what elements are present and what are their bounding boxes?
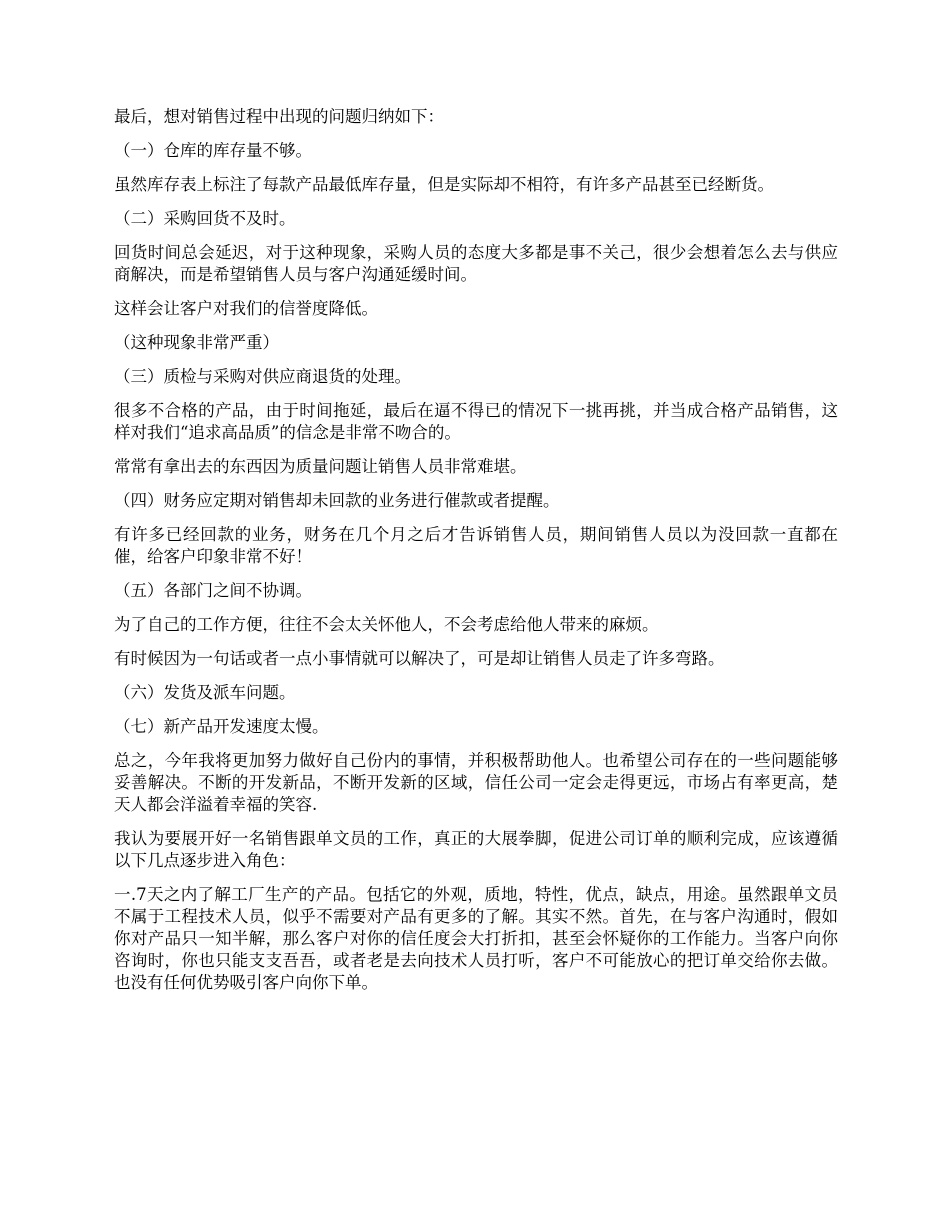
body-paragraph: 为了自己的工作方便，往往不会太关怀他人，不会考虑给他人带来的麻烦。 bbox=[114, 615, 659, 634]
heading-5: （五）各部门之间不协调。 bbox=[114, 581, 312, 600]
note-paragraph: （这种现象非常严重） bbox=[114, 333, 279, 352]
intro-paragraph: 最后，想对销售过程中出现的问题归纳如下： bbox=[114, 107, 444, 126]
body-paragraph: 回货时间总会延迟，对于这种现象，采购人员的态度大多都是事不关己，很少会想着怎么去与供应商解决，而是希望销售人员与客户沟通延缓时间。 bbox=[114, 243, 838, 284]
heading-2: （二）采购回货不及时。 bbox=[114, 209, 296, 228]
heading-7: （七）新产品开发速度太慢。 bbox=[114, 717, 329, 736]
body-paragraph: 有时候因为一句话或者一点小事情就可以解决了，可是却让销售人员走了许多弯路。 bbox=[114, 649, 725, 668]
body-paragraph: 虽然库存表上标注了每款产品最低库存量，但是实际却不相符，有许多产品甚至已经断货。 bbox=[114, 175, 774, 194]
body-paragraph: 这样会让客户对我们的信誉度降低。 bbox=[114, 299, 378, 318]
summary-paragraph: 总之，今年我将更加努力做好自己份内的事情，并积极帮助他人。也希望公司存在的一些问题能够妥善解决。不断的开发新品，不断开发新的区域，信任公司一定会走得更远，市场占有率更高，楚天人都会洋溢着幸福的笑容. bbox=[114, 751, 838, 814]
heading-4: （四）财务应定期对销售却未回款的业务进行催款或者提醒。 bbox=[114, 491, 560, 510]
body-paragraph: 常常有拿出去的东西因为质量问题让销售人员非常难堪。 bbox=[114, 457, 527, 476]
heading-3: （三）质检与采购对供应商退货的处理。 bbox=[114, 367, 411, 386]
heading-6: （六）发货及派车问题。 bbox=[114, 683, 296, 702]
heading-1: （一）仓库的库存量不够。 bbox=[114, 141, 312, 160]
body-paragraph: 一.7天之内了解工厂生产的产品。包括它的外观，质地，特性，优点，缺点，用途。虽然跟单文员不属于工程技术人员，似乎不需要对产品有更多的了解。其实不然。首先，在与客户沟通时，假如你对产品只一知半解，那么客户对你的信任度会大打折扣，甚至会怀疑你的工作能力。当客户向你咨询时，你也只能支支吾吾，或者老是去向技术人员打听，客户不可能放心的把订单交给你去做。也没有任何优势吸引客户向你下单。 bbox=[114, 885, 838, 992]
body-paragraph: 我认为要展开好一名销售跟单文员的工作，真正的大展拳脚，促进公司订单的顺利完成，应该遵循以下几点逐步进入角色： bbox=[114, 829, 838, 870]
body-paragraph: 有许多已经回款的业务，财务在几个月之后才告诉销售人员，期间销售人员以为没回款一直都在催，给客户印象非常不好！ bbox=[114, 525, 838, 566]
body-paragraph: 很多不合格的产品，由于时间拖延，最后在逼不得已的情况下一挑再挑，并当成合格产品销售，这样对我们“追求高品质”的信念是非常不吻合的。 bbox=[114, 401, 838, 442]
document-page bbox=[114, 106, 838, 1006]
